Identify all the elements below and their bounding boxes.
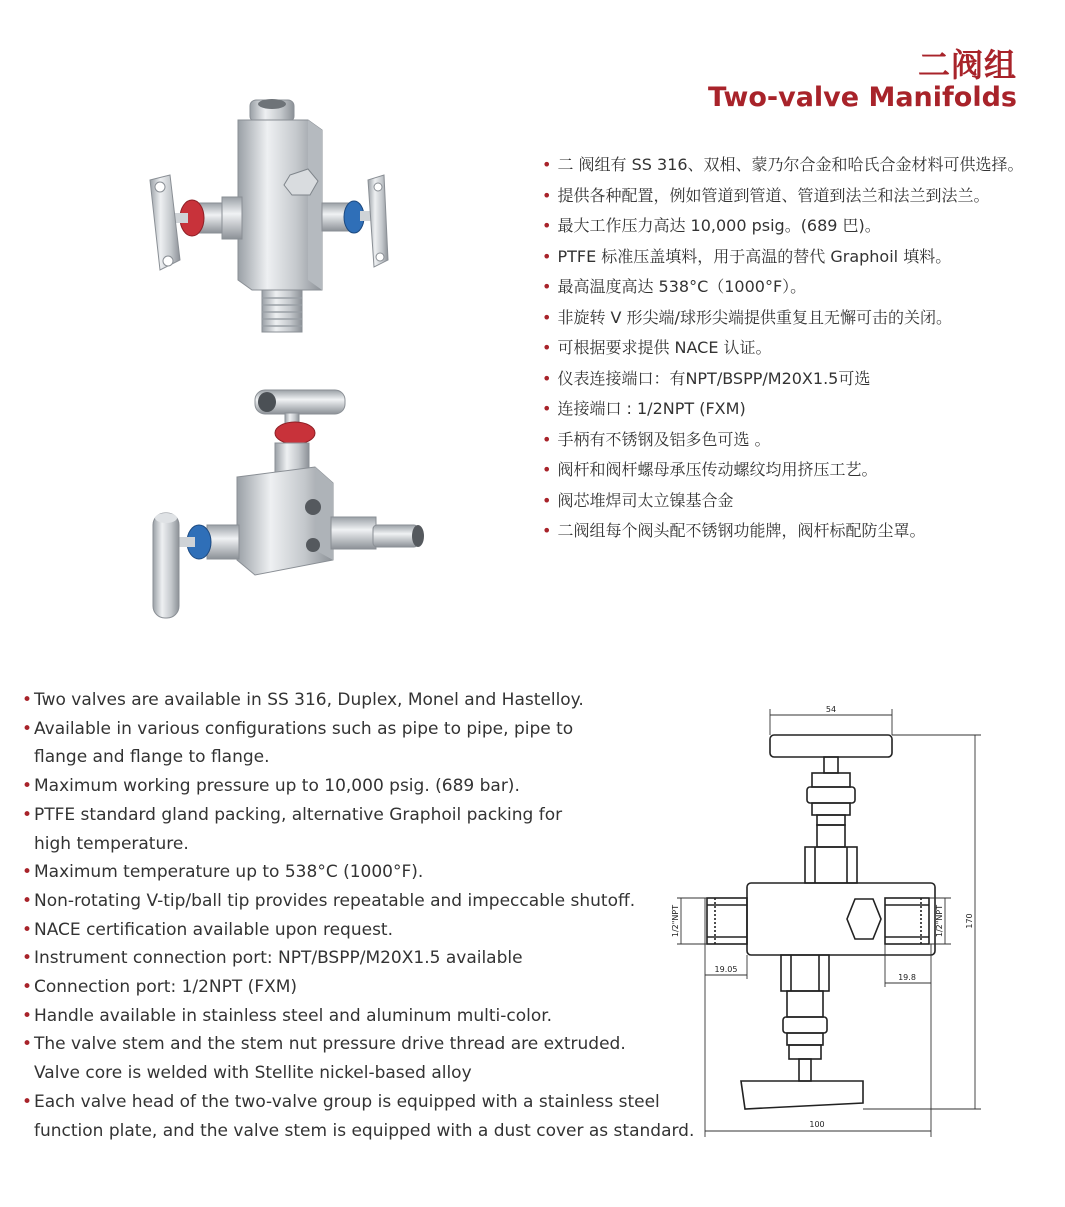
list-item: • 可根据要求提供 NACE 认证。 — [542, 338, 772, 357]
page-title-en: Two-valve Manifolds — [707, 82, 1017, 113]
dim-label-right-offset: 19.8 — [898, 973, 916, 982]
list-item: • Available in various configurations such as pipe to pipe, pipe to flange and flange to flange. — [22, 718, 574, 768]
list-item: • Instrument connection port: NPT/BSPP/M20X1.5 available — [22, 948, 523, 969]
page-title-cn: 二阀组 — [917, 46, 1017, 84]
list-item: • 最高温度高达 538°C（1000°F）。 — [542, 277, 807, 296]
dim-label-top-width: 54 — [825, 705, 837, 714]
dim-label-height: 170 — [965, 913, 974, 929]
list-item: • 连接端口 : 1/2NPT (FXM) — [542, 399, 746, 418]
dim-label-right-port: 1/2"NPT — [935, 904, 944, 938]
list-item: • Maximum working pressure up to 10,000 psig. (689 bar). — [22, 776, 520, 797]
dim-label-left-offset: 19.05 — [714, 965, 738, 974]
list-item: • 二阀组每个阀头配不锈钢功能牌，阀杆标配防尘罩。 — [542, 521, 926, 540]
dimension-drawing — [665, 695, 995, 1140]
list-item: • 手柄有不锈钢及铝多色可选 。 — [542, 429, 771, 449]
dim-label-left-port: 1/2"NPT — [671, 904, 680, 938]
list-item: • 二 阀组有 SS 316、双相、蒙乃尔合金和哈氏合金材料可供选择。 — [542, 155, 1024, 174]
list-item: • 提供各种配置，例如管道到管道、管道到法兰和法兰到法兰。 — [542, 185, 990, 205]
product-photo-manifold-t — [140, 95, 400, 345]
list-item: • PTFE 标准压盖填料，用于高温的替代 Graphoil 填料。 — [542, 246, 952, 266]
list-item: • Connection port: 1/2NPT (FXM) — [22, 977, 298, 998]
list-item: • 仪表连接端口：有NPT/BSPP/M20X1.5可选 — [542, 368, 871, 388]
list-item: • The valve stem and the stem nut pressure drive thread are extruded. Valve core is welded with Stellite nickel-based alloy — [22, 1034, 626, 1084]
list-item: • Non-rotating V-tip/ball tip provides repeatable and impeccable shutoff. — [22, 890, 636, 911]
feature-list-en — [20, 686, 695, 1145]
list-item: • Handle available in stainless steel and aluminum multi-color. — [22, 1005, 553, 1026]
list-item: • NACE certification available upon request. — [22, 919, 393, 940]
list-item: • Each valve head of the two-valve group is equipped with a stainless steel function plate, and the valve stem is equipped with a dust cover as standard. — [22, 1091, 695, 1141]
feature-list-cn — [542, 150, 1024, 547]
dim-label-bottom-width: 100 — [809, 1120, 825, 1129]
product-photo-manifold-block — [145, 385, 435, 620]
list-item: • Two valves are available in SS 316, Duplex, Monel and Hastelloy. — [22, 690, 584, 710]
list-item: • 最大工作压力高达 10,000 psig。(689 巴)。 — [542, 216, 881, 235]
list-item: • 非旋转 V 形尖端/球形尖端提供重复且无懈可击的关闭。 — [542, 307, 952, 327]
list-item: • 阀杆和阀杆螺母承压传动螺纹均用挤压工艺。 — [542, 460, 878, 479]
list-item: • Maximum temperature up to 538°C (1000°F). — [22, 862, 424, 883]
list-item: • PTFE standard gland packing, alternative Graphoil packing for high temperature. — [22, 804, 563, 854]
list-item: • 阀芯堆焊司太立镍基合金 — [542, 490, 734, 510]
